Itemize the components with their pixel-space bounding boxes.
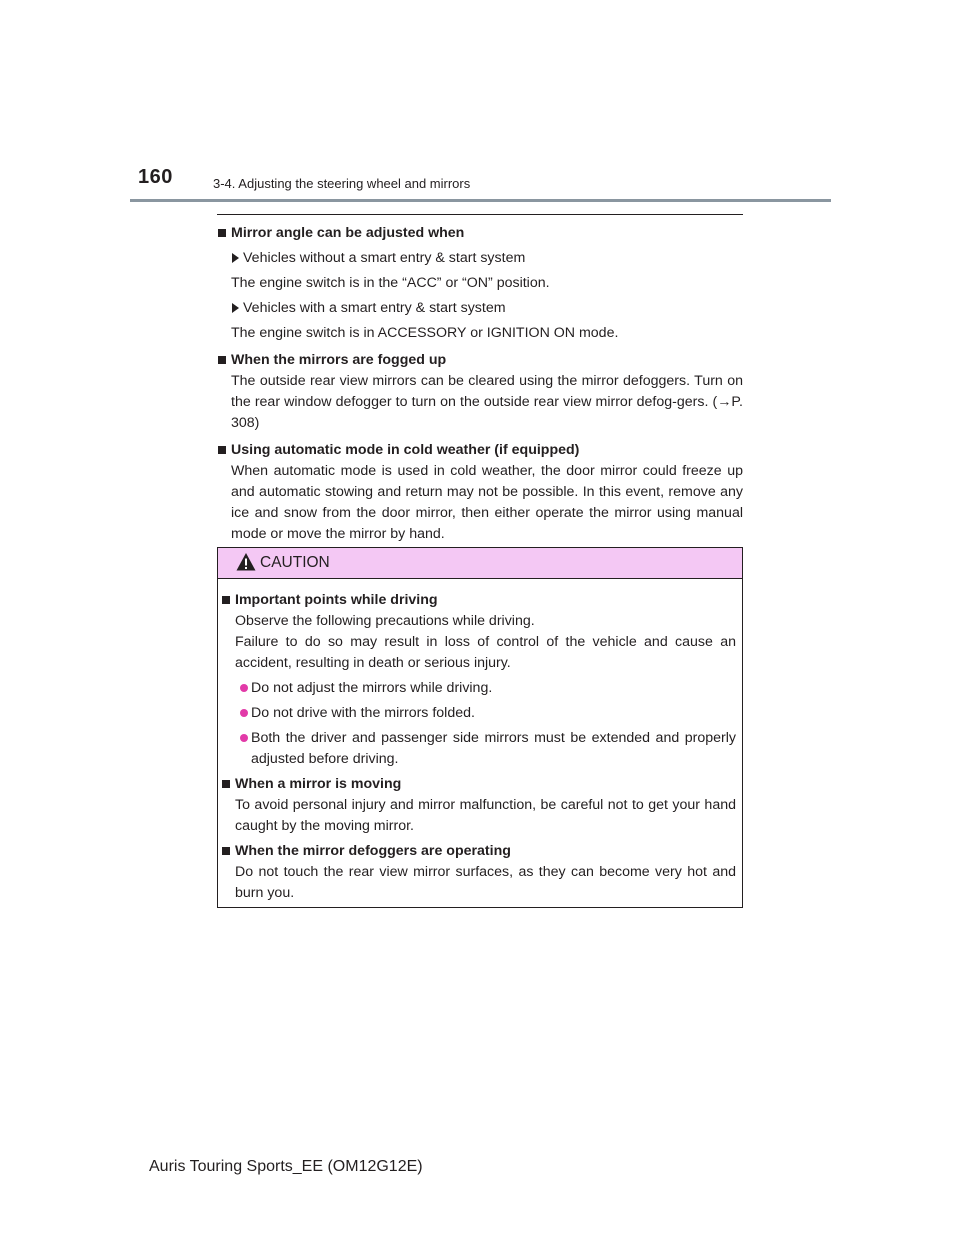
- sub-item-without-smart-entry: [217, 248, 743, 269]
- section-rule: [217, 214, 743, 215]
- caution-paragraph: Observe the following precautions while driving.: [235, 613, 535, 629]
- header-rule: [130, 199, 831, 202]
- section-heading-mirror-angle: Mirror angle can be adjusted when: [217, 223, 743, 244]
- warning-triangle-icon: [236, 552, 256, 572]
- section-heading-cold-weather: Using automatic mode in cold weather (if equipped): [217, 440, 743, 461]
- main-content: [217, 221, 743, 545]
- list-item: [221, 678, 736, 699]
- caution-heading-important: Important points while driving: [221, 590, 736, 611]
- caution-paragraph: Do not touch the rear view mirror surfaces, as they can become very hot and burn you.: [235, 864, 736, 901]
- list-item: [221, 728, 736, 770]
- paragraph: The engine switch is in the “ACC” or “ON” position.: [231, 275, 550, 291]
- caution-paragraph: To avoid personal injury and mirror malfunction, be careful not to get your hand caught by the moving mirror.: [235, 797, 736, 834]
- paragraph-cold-weather: When automatic mode is used in cold weather, the door mirror could freeze up and automatic stowing and return may not be possible. In this event, remove any ice and snow from the door mirror, then either operate the mirror using manual mode or move the mirror by hand.: [231, 463, 743, 542]
- list-item: [221, 703, 736, 724]
- caution-heading-moving: When a mirror is moving: [221, 774, 736, 795]
- section-heading-fogged: When the mirrors are fogged up: [217, 350, 743, 371]
- caution-header: [218, 548, 742, 579]
- caution-heading-defoggers: When the mirror defoggers are operating: [221, 841, 736, 862]
- caution-title: CAUTION: [260, 554, 330, 571]
- paragraph: The engine switch is in ACCESSORY or IGNITION ON mode.: [231, 325, 619, 341]
- sub-item-label: Vehicles without a smart entry & start system: [243, 250, 526, 266]
- circle-bullet-icon: [240, 709, 248, 717]
- list-item-text: Do not adjust the mirrors while driving.: [251, 680, 493, 696]
- list-item-text: Do not drive with the mirrors folded.: [251, 705, 475, 721]
- circle-bullet-icon: [240, 684, 248, 692]
- footer-text: Auris Touring Sports_EE (OM12G12E): [149, 1158, 423, 1175]
- list-item-text: Both the driver and passenger side mirrors must be extended and properly adjusted before driving.: [251, 730, 736, 767]
- right-triangle-icon: [232, 303, 239, 313]
- sub-item-with-smart-entry: [217, 298, 743, 319]
- caution-box: [217, 547, 743, 908]
- right-triangle-icon: [232, 253, 239, 263]
- caution-body: [218, 579, 742, 904]
- caution-paragraph: Failure to do so may result in loss of control of the vehicle and cause an accident, resulting in death or serious injury.: [235, 634, 736, 671]
- circle-bullet-icon: [240, 734, 248, 742]
- paragraph-fogged: The outside rear view mirrors can be cleared using the mirror defoggers. Turn on the rear window defogger to turn on the outside rear view mirror defog-gers. (→P. 308): [231, 373, 743, 431]
- running-head: 3-4. Adjusting the steering wheel and mirrors: [213, 176, 471, 191]
- page-number: 160: [138, 166, 173, 188]
- sub-item-label: Vehicles with a smart entry & start system: [243, 300, 506, 316]
